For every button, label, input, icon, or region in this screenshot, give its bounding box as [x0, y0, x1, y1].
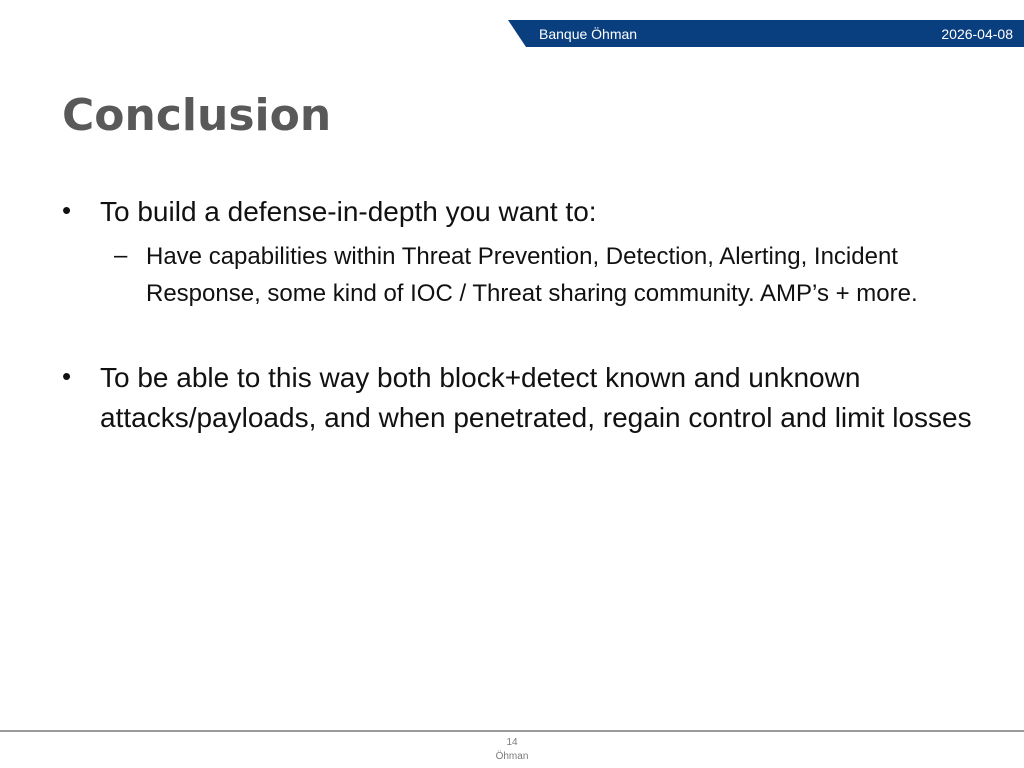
- bullet-marker: •: [62, 361, 72, 391]
- footer-page-number: 14: [506, 737, 518, 748]
- bullet-marker: •: [62, 195, 72, 225]
- header-organization: Banque Öhman: [539, 26, 638, 42]
- slide-title: Conclusion: [62, 90, 332, 141]
- bullet-text-1: To build a defense-in-depth you want to:: [100, 196, 597, 227]
- sub-bullet-text-1: Have capabilities within Threat Prevention, Detection, Alerting, Incident Response, some kind of IOC / Threat sharing community. AMP’s + more.: [146, 243, 918, 307]
- footer-divider: [0, 730, 1024, 732]
- bullet-text-2: To be able to this way both block+detect known and unknown attacks/payloads, and when penetrated, regain control and limit losses: [100, 362, 972, 433]
- sub-bullet-marker: –: [114, 242, 128, 269]
- footer-author: Öhman: [495, 751, 529, 762]
- header-date: 2026-04-08: [941, 26, 1013, 42]
